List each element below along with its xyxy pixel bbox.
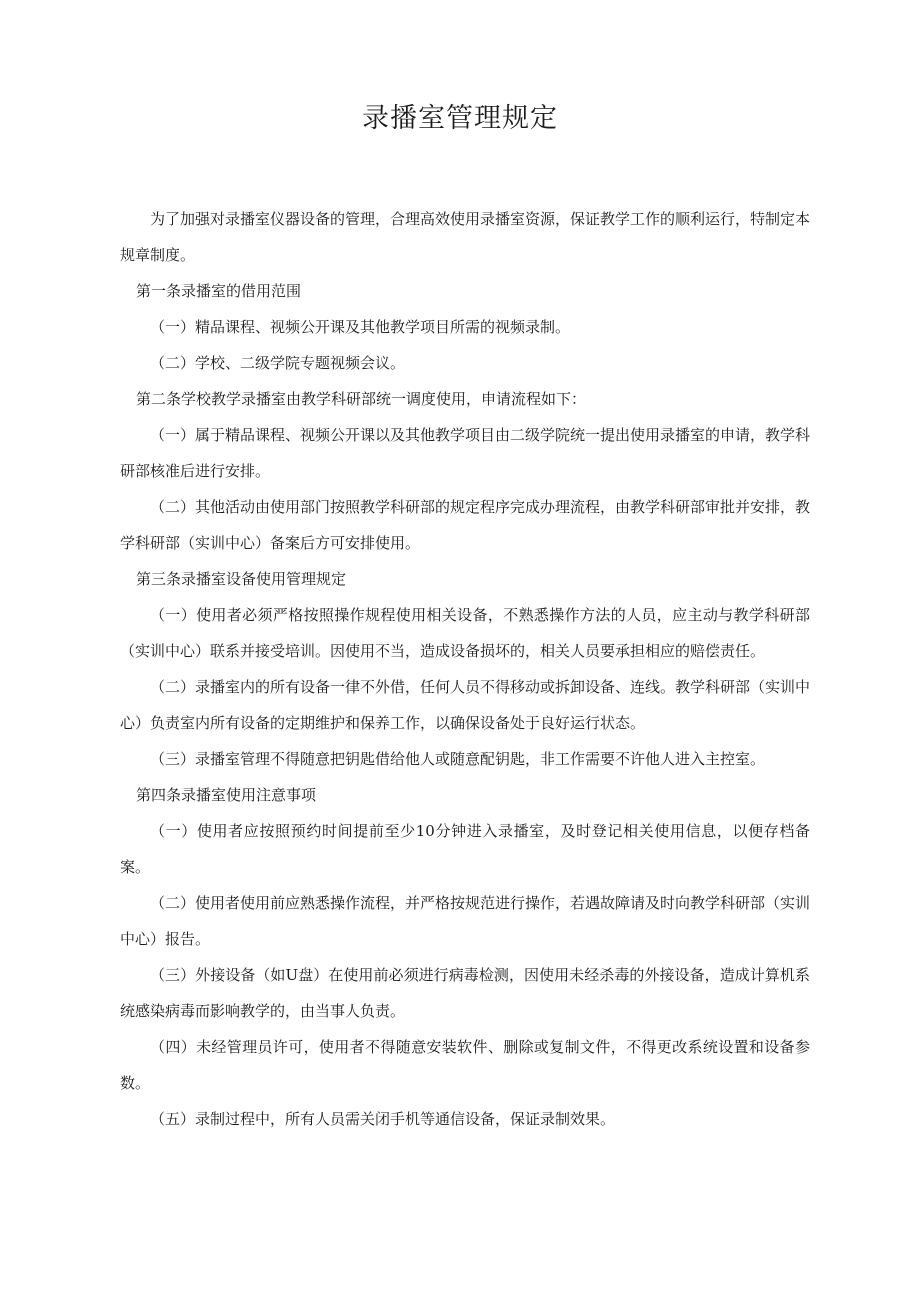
article-1-heading: 第一条录播室的借用范围 <box>136 282 302 300</box>
article-3-item-3: （三）录播室管理不得随意把钥匙借给他人或随意配钥匙，非工作需要不许他人进入主控室。 <box>150 750 766 768</box>
article-3-heading: 第三条录播室设备使用管理规定 <box>136 570 347 588</box>
article-4-item-3: （三）外接设备（如U盘）在使用前必须进行病毒检测，因使用未经杀毒的外接设备，造成计算机系统感染病毒而影响教学的，由当事人负责。 <box>120 966 810 1020</box>
article-1-item-2: （二）学校、二级学院专题视频会议。 <box>150 354 406 372</box>
article-2-heading: 第二条学校教学录播室由教学科研部统一调度使用，申请流程如下： <box>136 390 587 408</box>
article-4-item-2: （二）使用者使用前应熟悉操作流程，并严格按规范进行操作，若遇故障请及时向教学科研部（实训中心）报告。 <box>120 894 811 948</box>
article-2-item-2: （二）其他活动由使用部门按照教学科研部的规定程序完成办理流程，由教学科研部审批并安排，教学科研部（实训中心）备案后方可安排使用。 <box>120 498 811 552</box>
article-1-item-1: （一）精品课程、视频公开课及其他教学项目所需的视频录制。 <box>150 318 571 336</box>
document-title: 录播室管理规定 <box>362 103 558 134</box>
article-4-item-5: （五）录制过程中，所有人员需关闭手机等通信设备，保证录制效果。 <box>150 1110 616 1128</box>
document-body <box>120 201 810 1137</box>
article-4-item-1: （一）使用者应按照预约时间提前至少10分钟进入录播室，及时登记相关使用信息，以便存档备案。 <box>120 822 810 876</box>
article-4-heading: 第四条录播室使用注意事项 <box>136 786 317 804</box>
intro-paragraph: 为了加强对录播室仪器设备的管理，合理高效使用录播室资源，保证教学工作的顺利运行，特制定本规章制度。 <box>120 210 811 264</box>
article-3-item-2: （二）录播室内的所有设备一律不外借，任何人员不得移动或拆卸设备、连线。教学科研部（实训中心）负责室内所有设备的定期维护和保养工作，以确保设备处于良好运行状态。 <box>120 678 811 732</box>
article-3-item-1: （一）使用者必须严格按照操作规程使用相关设备，不熟悉操作方法的人员，应主动与教学科研部（实训中心）联系并接受培训。因使用不当，造成设备损坏的，相关人员要承担相应的赔偿责任。 <box>120 606 810 660</box>
article-2-item-1: （一）属于精品课程、视频公开课以及其他教学项目由二级学院统一提出使用录播室的申请，教学科研部核准后进行安排。 <box>120 426 811 480</box>
article-4-item-4: （四）未经管理员许可，使用者不得随意安装软件、删除或复制文件，不得更改系统设置和设备参数。 <box>120 1038 810 1092</box>
